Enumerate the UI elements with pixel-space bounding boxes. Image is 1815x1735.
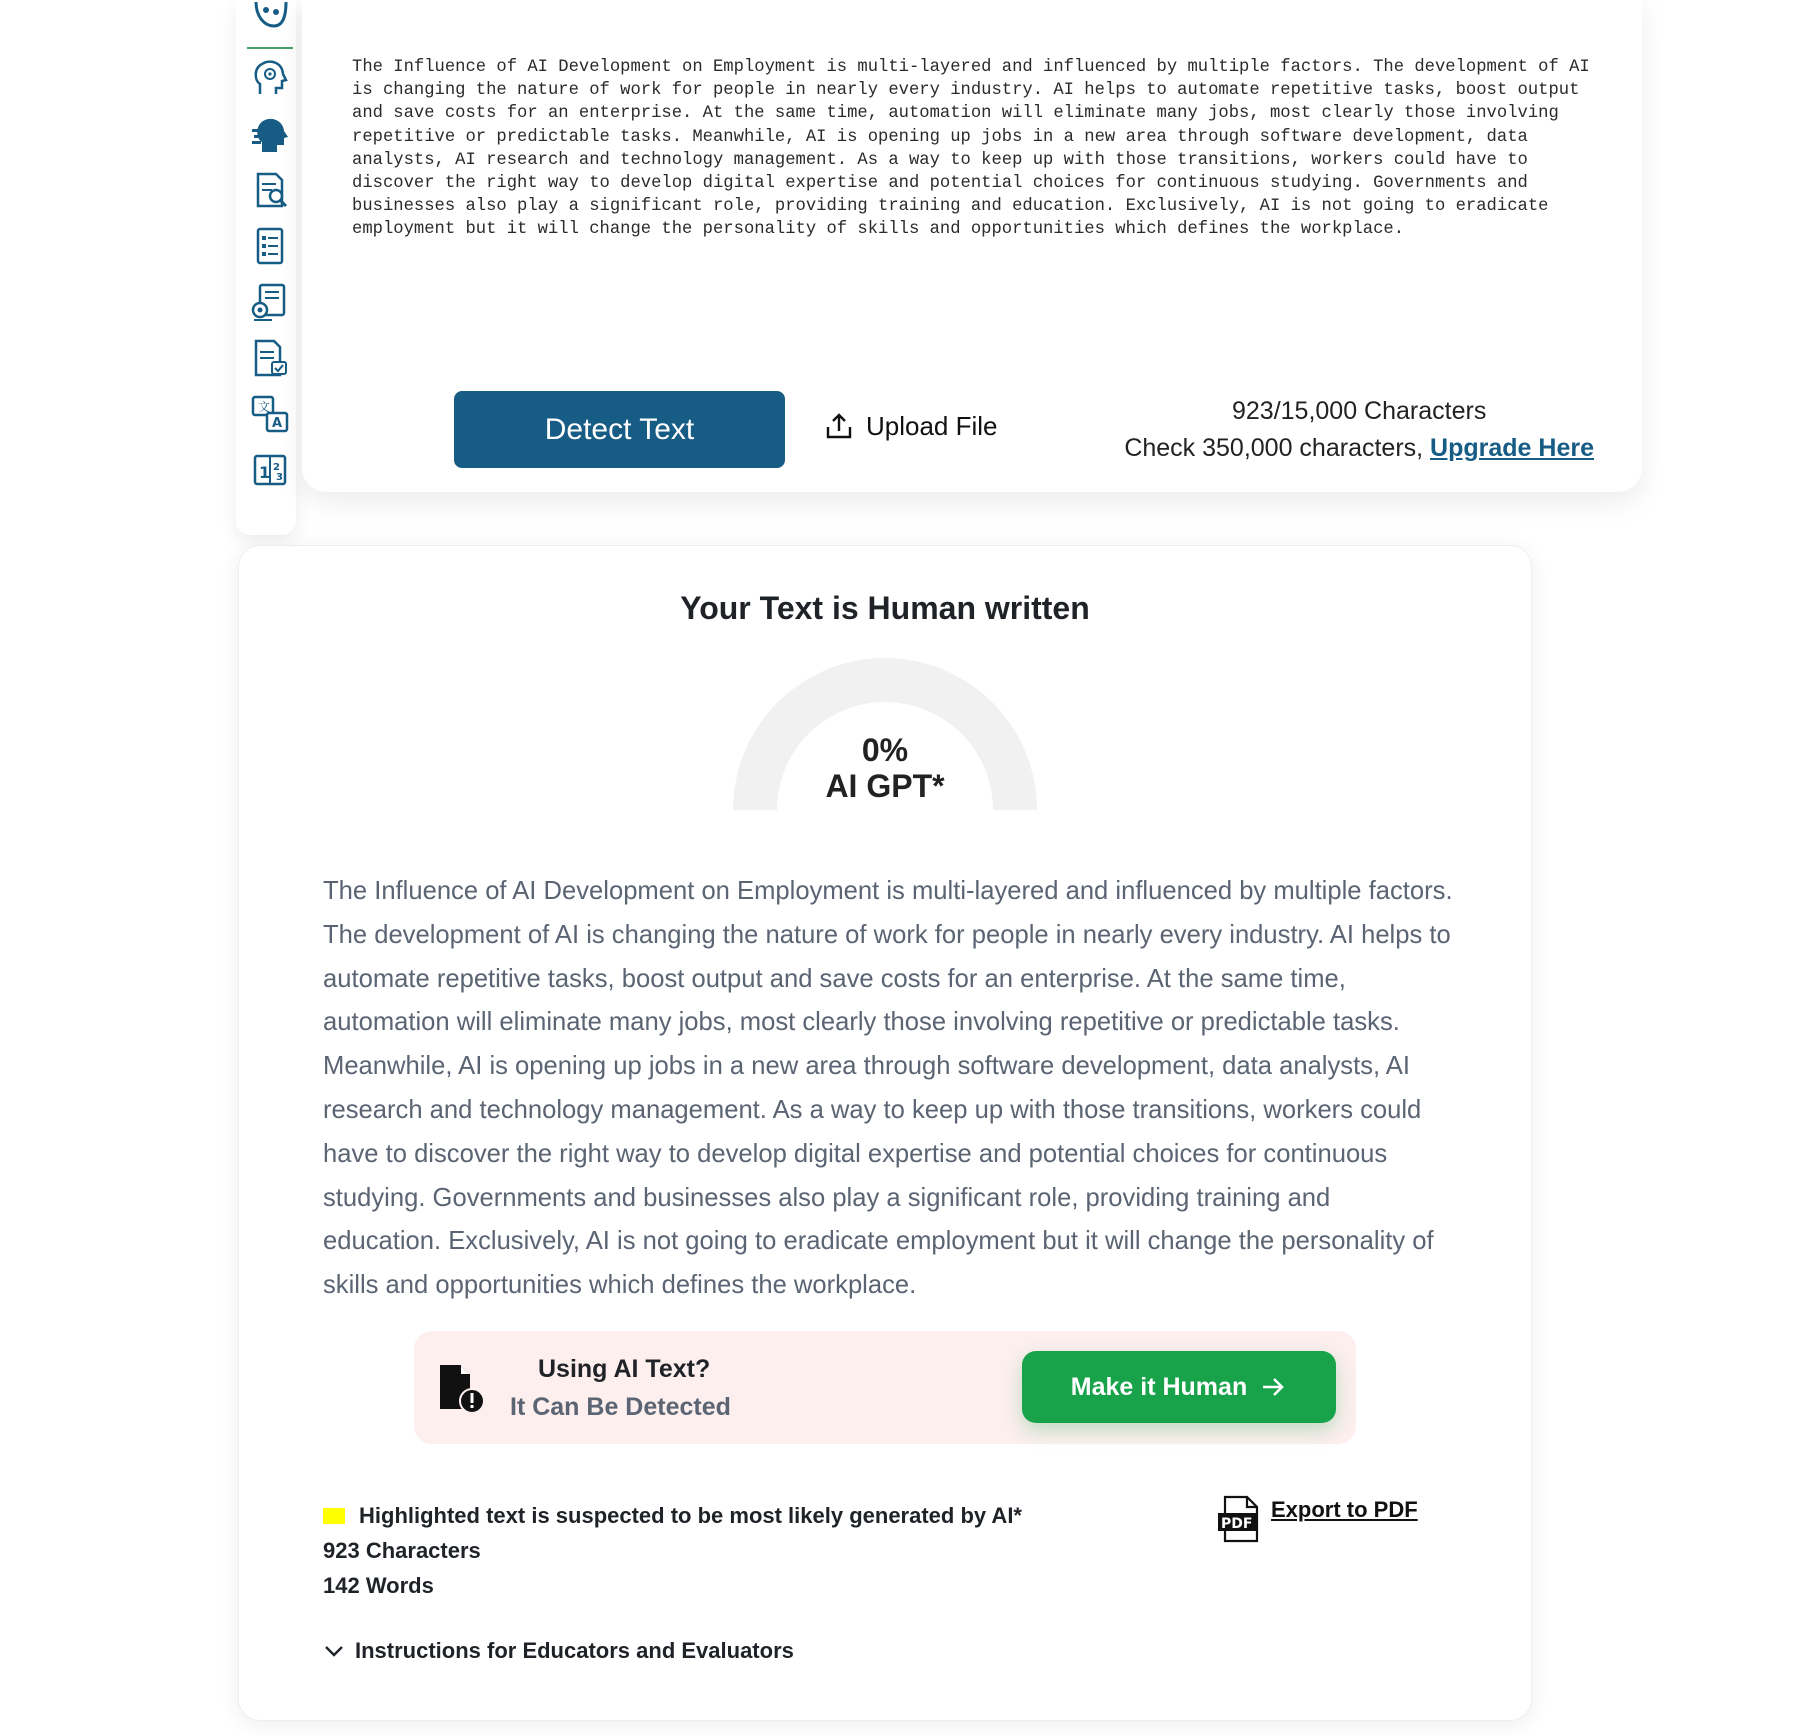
input-textarea[interactable]: The Influence of AI Development on Employment is multi-layered and influenced by multiple factors. The development of AI is changing the nature of work for people in nearly every industry. AI helps to automate repetitive tasks, boost output and save costs for an enterprise. At the same time, automation will eliminate many jobs, most clearly those involving repetitive or predictable tasks. Meanwhile, AI is opening up jobs in a new area through software development, data analysts, AI research and technology management. As a way to keep up with those transitions, workers could have to discover the right way to develop digital expertise and potential choices for continuous studying. Governments and businesses also play a significant role, providing training and education. Exclusively, AI is not going to eradicate employment but it will change the personality of skills and opportunities which defines the workplace.: [352, 58, 1590, 240]
svg-text:1: 1: [259, 463, 271, 482]
banner-title: Using AI Text?: [538, 1355, 711, 1383]
pdf-badge: PDF: [1221, 1516, 1253, 1532]
upload-file-button[interactable]: [824, 404, 998, 448]
export-pdf-label: Export to PDF: [1271, 1497, 1418, 1522]
upgrade-link[interactable]: Upgrade Here: [1430, 434, 1594, 462]
translate-icon[interactable]: [248, 392, 292, 436]
make-it-human-button[interactable]: [1022, 1351, 1336, 1423]
character-info: [1124, 393, 1594, 467]
ai-gauge-label: AI GPT*: [825, 768, 945, 804]
instructions-toggle[interactable]: [323, 1638, 794, 1664]
document-gear-icon[interactable]: [248, 280, 292, 324]
human-profile-icon[interactable]: [248, 112, 292, 156]
chevron-down-icon: [323, 1640, 345, 1662]
character-count: 923/15,000 Characters: [1231, 397, 1487, 425]
sidebar-active-divider: [247, 47, 293, 49]
word-count-stat: 142 Words: [323, 1573, 434, 1598]
export-pdf-button[interactable]: [1217, 1495, 1418, 1543]
detect-text-button[interactable]: Detect Text: [454, 391, 785, 468]
analyzed-text: The Influence of AI Development on Employment is multi-layered and influenced by multiple factors. The development of AI is changing the nature of work for people in nearly every industry. AI helps to automate repetitive tasks, boost output and save costs for an enterprise. At the same time, automation will eliminate many jobs, most clearly those involving repetitive or predictable tasks. Meanwhile, AI is opening up jobs in a new area through software development, data analysts, AI research and technology management. As a way to keep up with those transitions, workers could have to discover the right way to develop digital expertise and potential choices for continuous studying. Governments and businesses also play a significant role, providing training and education. Exclusively, AI is not going to eradicate employment but it will change the personality of skills and opportunities which defines the workplace.: [323, 877, 1453, 1300]
result-title: Your Text is Human written: [680, 590, 1090, 626]
character-count-stat: 923 Characters: [323, 1538, 481, 1563]
svg-text:2: 2: [273, 462, 280, 473]
document-search-icon[interactable]: [248, 168, 292, 212]
upload-file-label: Upload File: [866, 410, 998, 441]
highlight-swatch: [323, 1508, 345, 1524]
result-card: [238, 545, 1532, 1721]
document-list-icon[interactable]: [248, 224, 292, 268]
input-card: [302, 0, 1642, 492]
word-counter-icon[interactable]: [248, 448, 292, 492]
upgrade-prefix: Check 350,000 characters,: [1124, 434, 1431, 462]
arrow-right-icon: [1259, 1373, 1287, 1401]
instructions-label: Instructions for Educators and Evaluators: [355, 1638, 794, 1663]
highlight-legend-text: Highlighted text is suspected to be most likely generated by AI*: [359, 1503, 1022, 1528]
svg-text:3: 3: [276, 472, 283, 483]
tool-sidebar: [236, 0, 296, 535]
document-warning-icon: [436, 1363, 488, 1415]
banner-subtitle: It Can Be Detected: [510, 1393, 731, 1421]
highlight-legend: [323, 1503, 1022, 1529]
svg-text:文: 文: [258, 400, 271, 414]
ai-percentage: 0%: [861, 732, 909, 768]
document-check-icon[interactable]: [248, 336, 292, 380]
make-it-human-label: Make it Human: [1070, 1372, 1248, 1401]
pdf-file-icon: [1217, 1495, 1263, 1543]
make-human-banner: [414, 1331, 1356, 1444]
upload-icon: [824, 411, 854, 441]
ai-brain-icon[interactable]: [248, 2, 292, 38]
ai-head-icon[interactable]: [248, 56, 292, 100]
svg-text:A: A: [272, 416, 283, 431]
